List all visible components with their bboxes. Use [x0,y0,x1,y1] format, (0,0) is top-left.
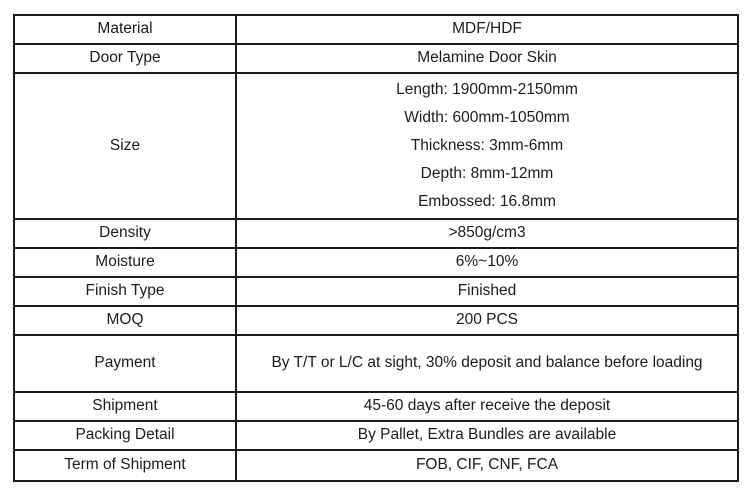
spec-value-term-of-shipment: FOB, CIF, CNF, FCA [236,450,738,481]
table-row-term-of-shipment [14,450,738,481]
spec-value-moq: 200 PCS [236,306,738,335]
spec-label-moisture: Moisture [14,248,236,277]
table-row-size [14,73,738,219]
size-line-length: Length: 1900mm-2150mm [396,81,578,98]
size-line-embossed: Embossed: 16.8mm [418,193,556,210]
spec-value-material: MDF/HDF [236,15,738,44]
spec-label-shipment: Shipment [14,392,236,421]
spec-label-finish-type: Finish Type [14,277,236,306]
spec-value-finish-type: Finished [236,277,738,306]
product-spec-table [13,14,739,482]
spec-value-density: >850g/cm3 [236,219,738,248]
spec-label-door-type: Door Type [14,44,236,73]
table-row-density [14,219,738,248]
size-line-depth: Depth: 8mm-12mm [420,165,554,182]
table-row-packing-detail [14,421,738,450]
spec-label-size: Size [14,73,236,219]
size-line-thickness: Thickness: 3mm-6mm [410,137,564,154]
spec-label-term-of-shipment: Term of Shipment [14,450,236,481]
spec-value-size [236,73,738,219]
table-row-finish-type [14,277,738,306]
size-line-width: Width: 600mm-1050mm [404,109,570,126]
spec-value-payment: By T/T or L/C at sight, 30% deposit and balance before loading [236,335,738,392]
spec-value-moisture: 6%~10% [236,248,738,277]
spec-value-door-type: Melamine Door Skin [236,44,738,73]
table-row-moisture [14,248,738,277]
spec-label-moq: MOQ [14,306,236,335]
spec-value-packing-detail: By Pallet, Extra Bundles are available [236,421,738,450]
spec-label-material: Material [14,15,236,44]
table-row-payment [14,335,738,392]
spec-label-density: Density [14,219,236,248]
spec-label-payment: Payment [14,335,236,392]
table-row-moq [14,306,738,335]
table-row-material [14,15,738,44]
spec-label-packing-detail: Packing Detail [14,421,236,450]
table-row-shipment [14,392,738,421]
spec-value-shipment: 45-60 days after receive the deposit [236,392,738,421]
table-row-door-type [14,44,738,73]
